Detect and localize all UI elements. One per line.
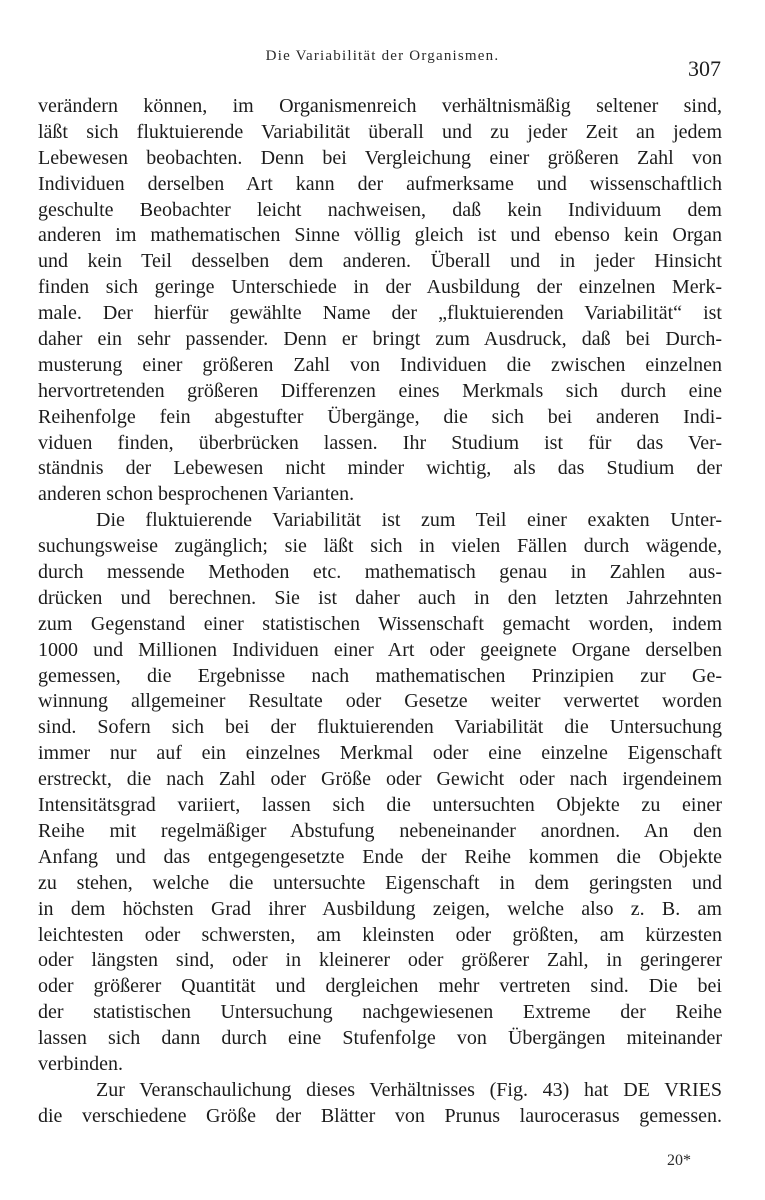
text-line: ständnis der Lebewesen nicht minder wichtig, als das Studium der: [38, 457, 722, 480]
text-line: anderen schon besprochenen Varianten.: [38, 483, 355, 506]
text-line: Individuen derselben Art kann der aufmerksame und wissenschaftlich: [38, 172, 722, 195]
text-line: geschulte Beobachter leicht nachweisen, daß kein Individuum dem: [38, 198, 722, 221]
text-line: verändern können, im Organismenreich verhältnismäßig seltener sind,: [38, 95, 722, 117]
text-line: 1000 und Millionen Individuen einer Art oder geeignete Organe derselben: [38, 638, 722, 661]
text-line: Intensitätsgrad variiert, lassen sich die untersuchten Objekte zu einer: [38, 794, 722, 817]
text-line: finden sich geringe Unterschiede in der Ausbildung der einzelnen Merk-: [38, 276, 722, 299]
text-line: lassen sich dann durch eine Stufenfolge von Übergängen miteinander: [38, 1027, 722, 1050]
text-line: Lebewesen beobachten. Denn bei Vergleichung einer größeren Zahl von: [38, 146, 722, 169]
text-line: drücken und berechnen. Sie ist daher auch in den letzten Jahrzehnten: [38, 586, 722, 609]
text-line: durch messende Methoden etc. mathematisch genau in Zahlen aus-: [38, 561, 722, 584]
page-number: 307: [688, 56, 721, 81]
running-head: Die Variabilität der Organismen.: [265, 48, 500, 64]
text-line: leichtesten oder schwersten, am kleinsten oder größten, am kürzesten: [38, 923, 722, 946]
text-line: Reihenfolge fein abgestufter Übergänge, die sich bei anderen Indi-: [38, 405, 722, 428]
text-line: zu stehen, welche die untersuchte Eigenschaft in dem geringsten und: [38, 871, 722, 894]
text-line: Anfang und das entgegengesetzte Ende der Reihe kommen die Objekte: [38, 845, 722, 868]
text-line: oder längsten sind, oder in kleinerer oder größerer Zahl, in geringerer: [38, 949, 722, 972]
text-line: daher ein sehr passender. Denn er bringt zum Ausdruck, daß bei Durch-: [38, 328, 722, 351]
text-line: der statistischen Untersuchung nachgewiesenen Extreme der Reihe: [38, 1001, 722, 1024]
text-line: Zur Veranschaulichung dieses Verhältnisses (Fig. 43) hat DE VRIES: [96, 1078, 722, 1101]
text-line: oder größerer Quantität und dergleichen mehr vertreten sind. Die bei: [38, 975, 722, 998]
text-line: musterung einer größeren Zahl von Individuen die zwischen einzelnen: [38, 353, 722, 376]
text-line: male. Der hierfür gewählte Name der „fluktuierenden Variabilität“ ist: [38, 302, 722, 325]
paragraph-3: [38, 1078, 722, 1130]
text-line: erstreckt, die nach Zahl oder Größe oder Gewicht oder nach irgendeinem: [38, 768, 722, 791]
text-line: die verschiedene Größe der Blätter von Prunus laurocerasus gemessen.: [38, 1104, 722, 1127]
text-line: Reihe mit regelmäßiger Abstufung nebeneinander anordnen. An den: [38, 819, 722, 842]
text-line: Die fluktuierende Variabilität ist zum Teil einer exakten Unter-: [96, 509, 722, 532]
text-line: sind. Sofern sich bei der fluktuierenden Variabilität die Untersuchung: [38, 716, 722, 739]
signature-mark: 20*: [667, 1152, 691, 1169]
text-line: läßt sich fluktuierende Variabilität überall und zu jeder Zeit an jedem: [38, 120, 722, 143]
text-line: zum Gegenstand einer statistischen Wissenschaft gemacht worden, indem: [38, 612, 722, 635]
text-line: immer nur auf ein einzelnes Merkmal oder eine einzelne Eigenschaft: [38, 742, 722, 765]
body-text: [38, 94, 722, 1130]
text-line: suchungsweise zugänglich; sie läßt sich in vielen Fällen durch wägende,: [38, 535, 722, 558]
text-line: verbinden.: [38, 1052, 123, 1075]
text-line: hervortretenden größeren Differenzen eines Merkmals sich durch eine: [38, 379, 722, 402]
paragraph-2: [38, 508, 722, 1078]
text-line: anderen im mathematischen Sinne völlig gleich ist und ebenso kein Organ: [38, 224, 722, 247]
text-line: gemessen, die Ergebnisse nach mathematischen Prinzipien zur Ge-: [38, 664, 722, 687]
text-line: in dem höchsten Grad ihrer Ausbildung zeigen, welche also z. B. am: [38, 897, 722, 920]
text-line: winnung allgemeiner Resultate oder Gesetze weiter verwertet worden: [38, 690, 722, 713]
text-line: und kein Teil desselben dem anderen. Überall und in jeder Hinsicht: [38, 250, 722, 273]
text-line: viduen finden, überbrücken lassen. Ihr Studium ist für das Ver-: [38, 431, 722, 454]
paragraph-1: [38, 94, 722, 508]
